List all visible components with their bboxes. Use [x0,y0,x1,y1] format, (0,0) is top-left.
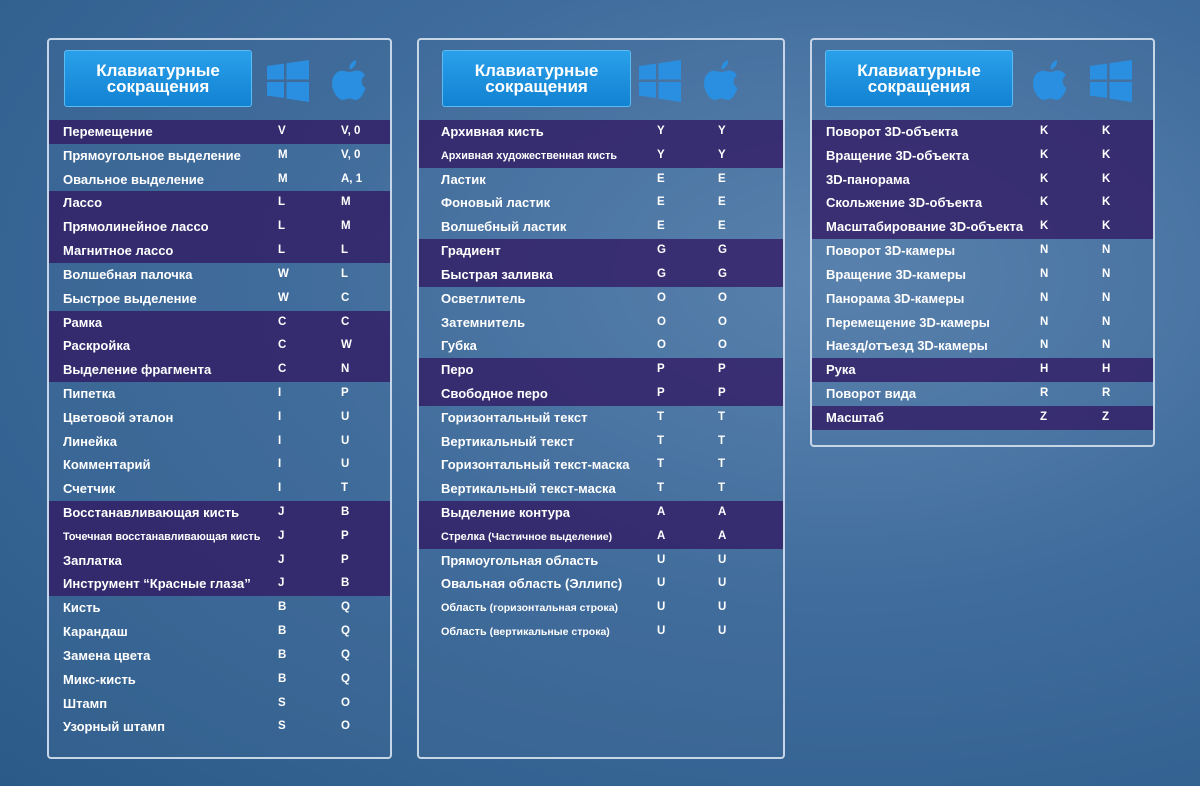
tool-name: Масштаб [826,409,884,425]
shortcut-key-2: M [341,220,351,233]
tool-name: Архивная кисть [441,124,544,139]
tool-name: Масштабирование 3D-объекта [826,219,1024,235]
panel-title [64,50,252,107]
tool-name: Прямоугольное выделение [63,147,241,163]
tool-name: Наезд/отъезд 3D-камеры [826,338,988,354]
shortcut-key-2: V, 0 [341,125,361,137]
shortcut-row [49,477,390,501]
apple-icon [1030,58,1070,106]
tool-name: Вертикальный текст [441,433,574,449]
shortcut-key-1: W [278,267,289,280]
tool-name: Быстрое выделение [63,290,197,306]
tool-name: Фоновый ластик [441,195,551,211]
shortcut-row [419,287,783,311]
shortcut-key-2: K [1102,196,1111,209]
tool-name: Микс-кисть [63,671,136,687]
shortcut-key-1: G [657,244,666,257]
shortcut-key-2: B [341,506,350,518]
panel-title [442,50,631,107]
shortcut-key-2: U [718,553,727,566]
shortcut-key-1: I [278,482,282,495]
shortcut-key-2: N [1102,339,1111,352]
shortcut-row [49,644,390,668]
shortcut-key-2: M [341,196,351,209]
tool-name: 3D-панорама [826,171,910,187]
shortcut-key-2: N [1102,244,1111,257]
shortcut-key-1: T [657,434,665,447]
tool-name: Овальная область (Эллипс) [441,576,623,592]
tool-name: Прямоугольная область [441,552,599,568]
tool-name: Цветовой эталон [63,409,174,425]
shortcut-row [419,311,783,335]
shortcut-key-2: U [718,577,727,590]
shortcut-key-2: T [718,482,726,495]
shortcut-row [49,715,390,739]
title-line-2: сокращения [867,76,971,96]
shortcut-row [49,668,390,692]
tool-name: Пипетка [63,385,116,401]
tool-name: Вертикальный текст-маска [441,481,616,497]
shortcut-row [49,263,390,287]
tool-name: Счетчик [63,481,116,497]
shortcut-row [812,144,1153,168]
shortcut-row [49,191,390,215]
panel-header [419,40,783,120]
shortcut-key-1: U [657,601,666,614]
shortcut-row [812,263,1153,287]
tool-name: Рука [826,362,856,378]
shortcut-row [812,168,1153,192]
shortcut-key-2: H [1102,363,1111,376]
tool-name: Стрелка (Частичное выделение) [441,530,613,543]
shortcut-row [419,191,783,215]
tool-name: Быстрая заливка [441,266,553,282]
tool-name: Выделение фрагмента [63,362,212,378]
tool-name: Линейка [63,433,117,449]
tool-name: Выделение контура [441,505,571,520]
shortcut-row [49,311,390,335]
shortcut-key-1: J [278,577,285,590]
apple-icon [701,58,741,106]
panel-header [49,40,390,120]
tool-name: Панорама 3D-камеры [826,290,965,306]
shortcut-row [49,215,390,239]
shortcut-row [49,549,390,573]
shortcut-row [49,120,390,144]
shortcut-key-2: U [718,601,727,614]
panel-header [812,40,1153,120]
shortcut-key-1: T [657,410,665,423]
shortcut-key-1: M [278,148,288,161]
shortcut-key-1: T [657,458,665,471]
tool-name: Свободное перо [441,385,548,401]
windows-icon [265,58,311,104]
shortcut-key-1: N [1040,291,1049,304]
title-line-1: Клавиатурные [857,60,981,80]
shortcut-row [419,453,783,477]
shortcuts-panel-2 [417,38,785,759]
shortcut-row [812,239,1153,263]
tool-name: Точечная восстанавливающая кисть [63,530,261,543]
shortcut-list [49,120,390,739]
shortcut-row [49,144,390,168]
shortcut-key-1: J [278,553,285,566]
shortcut-row [49,572,390,596]
shortcut-key-2: G [718,267,727,280]
shortcut-key-2: Y [718,148,726,161]
shortcut-key-1: U [657,625,666,638]
shortcut-key-2: W [341,339,352,352]
windows-icon [637,58,683,104]
shortcut-key-2: K [1102,172,1111,185]
shortcut-key-1: H [1040,363,1049,376]
tool-name-note: (вертикальные строка) [489,626,610,639]
shortcut-key-1: B [278,672,287,685]
shortcut-key-1: U [657,577,666,590]
windows-icon [1088,58,1134,104]
shortcut-key-1: I [278,410,282,423]
tool-name: Поворот вида [826,385,917,401]
shortcut-key-1: V [278,125,286,137]
shortcut-key-2: P [718,386,726,399]
shortcut-key-2: U [341,434,350,447]
tool-name: Перо [441,362,474,378]
tool-name: Поворот 3D-объекта [826,124,959,139]
shortcut-key-1: B [278,625,287,638]
shortcut-key-2: G [718,244,727,257]
shortcut-key-1: S [278,696,286,709]
shortcut-row [49,406,390,430]
shortcuts-panel-3 [810,38,1155,447]
tool-name: Волшебный ластик [441,219,567,235]
shortcut-key-1: O [657,339,666,352]
shortcut-key-1: E [657,196,665,209]
shortcut-row [419,382,783,406]
shortcut-key-1: L [278,196,286,209]
shortcut-key-2: N [1102,267,1111,280]
shortcut-row [812,382,1153,406]
tool-name: Прямолинейное лассо [63,219,209,235]
shortcut-key-2: K [1102,220,1111,233]
shortcut-key-1: Y [657,125,665,137]
shortcut-row [419,239,783,263]
tool-name: Заплатка [63,552,122,568]
shortcut-key-1: N [1040,244,1049,257]
shortcut-key-1: C [278,339,287,352]
shortcut-row [49,692,390,716]
tool-name: Скольжение 3D-объекта [826,195,983,211]
shortcut-key-1: J [278,506,285,518]
shortcut-key-2: P [718,363,726,376]
tool-name: Комментарий [63,457,151,473]
shortcut-key-1: Z [1040,410,1048,423]
shortcut-row [812,358,1153,382]
shortcut-row [419,549,783,573]
shortcut-key-1: K [1040,172,1049,185]
shortcut-key-1: P [657,363,665,376]
shortcut-key-1: E [657,172,665,185]
tool-name: Перемещение 3D-камеры [826,314,990,330]
shortcut-row [419,334,783,358]
shortcut-key-2: E [718,220,726,233]
shortcut-key-2: T [341,482,349,495]
shortcut-key-1: K [1040,196,1049,209]
shortcut-row [49,430,390,454]
tool-name: Замена цвета [63,647,151,663]
tool-name: Ластик [441,171,486,187]
shortcut-key-2: P [341,386,349,399]
shortcut-key-1: T [657,482,665,495]
shortcut-key-1: Y [657,148,665,161]
shortcut-key-2: O [341,696,350,709]
tool-name: Овальное выделение [63,171,205,187]
tool-name-note: (Частичное выделение) [487,530,613,543]
tool-name: Раскройка [63,338,131,354]
shortcut-key-2: A [718,506,727,518]
shortcut-key-2: K [1102,125,1111,137]
shortcut-key-2: Q [341,601,350,614]
shortcut-key-2: O [718,291,727,304]
shortcut-key-2: N [341,363,350,376]
shortcut-row [812,120,1153,144]
tool-name: Затемнитель [441,314,526,330]
shortcut-row [419,406,783,430]
shortcut-row [812,334,1153,358]
shortcut-key-1: W [278,291,289,304]
shortcut-row [419,620,783,644]
shortcuts-panel-1 [47,38,392,759]
shortcut-row [419,501,783,525]
shortcut-key-2: N [1102,291,1111,304]
tool-name: Перемещение [63,124,153,139]
tool-name: Волшебная палочка [63,266,193,282]
shortcut-row [419,525,783,549]
shortcut-key-1: O [657,315,666,328]
shortcut-key-2: U [718,625,727,638]
shortcut-key-2: O [341,720,350,733]
shortcut-row [49,620,390,644]
shortcut-key-2: B [341,577,350,590]
shortcut-key-2: Y [718,125,726,137]
shortcut-key-1: P [657,386,665,399]
tool-name: Штамп [63,695,108,711]
shortcut-list [419,120,783,644]
shortcut-key-2: U [341,458,350,471]
shortcut-key-2: R [1102,386,1111,399]
shortcut-row [419,120,783,144]
tool-name: Вращение 3D-объекта [826,147,969,163]
shortcut-key-1: I [278,386,282,399]
tool-name: Инструмент “Красные глаза” [63,576,251,592]
shortcut-key-2: Q [341,648,350,661]
shortcut-row [812,311,1153,335]
tool-name: Область (горизонтальная строка) [441,602,619,615]
shortcut-row [419,430,783,454]
tool-name: Осветлитель [441,290,526,306]
title-line-2: сокращения [106,76,210,96]
tool-name: Поворот 3D-камеры [826,243,956,259]
shortcut-key-1: S [278,720,286,733]
tool-name: Узорный штамп [63,719,165,735]
shortcut-key-2: P [341,553,349,566]
title-line-1: Клавиатурные [474,60,599,80]
shortcut-key-2: T [718,434,726,447]
shortcut-key-2: V, 0 [341,148,361,161]
shortcut-key-2: T [718,410,726,423]
shortcut-key-2: P [341,529,349,542]
shortcut-row [49,358,390,382]
title-line-1: Клавиатурные [96,60,220,80]
shortcut-row [419,263,783,287]
shortcut-row [419,477,783,501]
shortcut-key-2: C [341,315,350,328]
tool-name: Восстанавливающая кисть [63,505,240,520]
shortcut-key-1: N [1040,315,1049,328]
shortcut-key-1: J [278,529,285,542]
shortcut-row [49,525,390,549]
shortcut-row [812,215,1153,239]
shortcut-key-1: E [657,220,665,233]
apple-icon [329,58,369,106]
shortcut-key-1: I [278,434,282,447]
shortcut-row [419,596,783,620]
shortcut-key-1: O [657,291,666,304]
shortcut-row [812,287,1153,311]
shortcut-list [812,120,1153,430]
shortcut-key-1: N [1040,267,1049,280]
tool-name: Магнитное лассо [63,243,174,259]
shortcut-key-1: L [278,244,286,257]
tool-name: Лассо [63,195,103,211]
tool-name: Градиент [441,243,501,259]
shortcut-key-2: C [341,291,350,304]
shortcut-key-2: O [718,315,727,328]
shortcut-key-1: K [1040,220,1049,233]
shortcut-row [49,334,390,358]
tool-name: Рамка [63,314,103,330]
shortcut-key-2: L [341,267,349,280]
shortcut-key-1: B [278,648,287,661]
shortcut-key-1: L [278,220,286,233]
shortcut-row [49,501,390,525]
shortcut-key-1: A [657,529,666,542]
shortcut-key-1: C [278,363,287,376]
tool-name: Горизонтальный текст-маска [441,457,630,473]
shortcut-key-2: E [718,172,726,185]
shortcut-row [812,191,1153,215]
shortcut-row [49,382,390,406]
tool-name: Область (вертикальные строка) [441,626,610,639]
shortcut-key-1: K [1040,148,1049,161]
shortcut-key-1: B [278,601,287,614]
shortcut-key-2: Q [341,625,350,638]
shortcut-key-2: T [718,458,726,471]
shortcut-key-2: E [718,196,726,209]
title-line-2: сокращения [485,76,588,96]
shortcut-key-1: U [657,553,666,566]
tool-name-note: (горизонтальная строка) [489,602,619,615]
shortcut-key-2: K [1102,148,1111,161]
shortcut-key-1: A [657,506,666,518]
shortcut-key-1: I [278,458,282,471]
tool-name: Карандаш [63,624,128,640]
shortcut-row [419,144,783,168]
shortcut-row [49,287,390,311]
shortcut-key-1: M [278,172,288,185]
shortcut-key-2: A [718,529,727,542]
tool-name: Горизонтальный текст [441,409,588,425]
shortcut-row [419,215,783,239]
shortcut-row [49,168,390,192]
shortcut-key-1: K [1040,125,1049,137]
shortcut-row [49,596,390,620]
shortcut-key-2: U [341,410,350,423]
shortcut-key-2: N [1102,315,1111,328]
shortcut-key-1: R [1040,386,1049,399]
shortcut-row [49,239,390,263]
shortcut-key-2: L [341,244,349,257]
shortcut-key-2: Q [341,672,350,685]
shortcut-key-2: Z [1102,410,1110,423]
panel-title [825,50,1013,107]
shortcut-key-1: N [1040,339,1049,352]
shortcut-key-2: O [718,339,727,352]
tool-name: Губка [441,338,477,354]
tool-name: Вращение 3D-камеры [826,266,967,282]
tool-name: Кисть [63,600,101,616]
shortcut-row [419,572,783,596]
shortcut-row [419,168,783,192]
tool-name: Архивная художественная кисть [441,149,618,162]
shortcut-row [812,406,1153,430]
shortcut-key-1: C [278,315,287,328]
shortcut-row [419,358,783,382]
shortcut-key-1: G [657,267,666,280]
shortcut-row [49,453,390,477]
shortcut-key-2: A, 1 [341,172,363,185]
